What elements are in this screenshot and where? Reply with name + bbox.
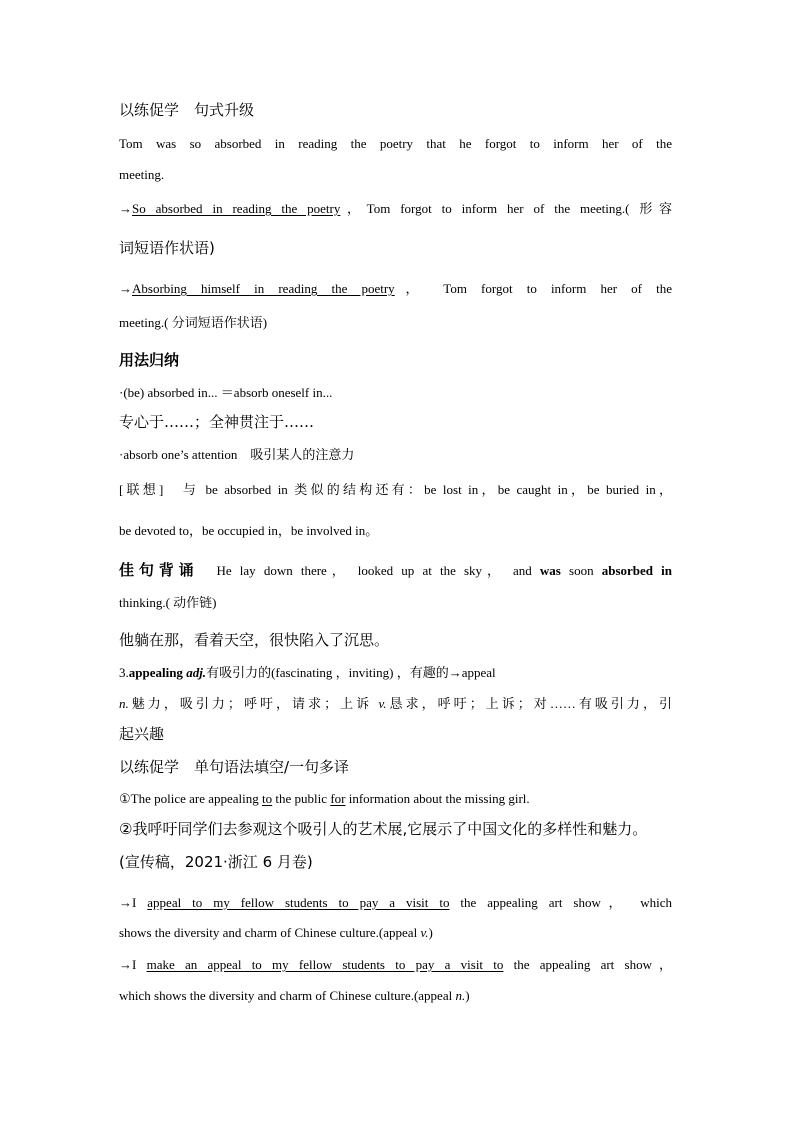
rewrite-2-rest: ， Tom forgot to inform her of the <box>394 281 672 296</box>
noun-definition: 魅力，吸引力；呼吁，请求；上诉 <box>128 696 379 711</box>
practice-heading-2: 以练促学 单句语法填空/一句多译 <box>119 758 350 776</box>
vocab-entry-line-1 <box>119 666 496 679</box>
good-sentence-text: soon <box>560 563 602 578</box>
translation-2-rest: the appealing art show， <box>503 957 672 972</box>
translation-1-line-2 <box>119 926 433 939</box>
usage-item-2: ·absorb one’s attention 吸引某人的注意力 <box>119 447 355 462</box>
bold-phrase: was <box>539 563 561 578</box>
question-1-text: the public <box>272 791 331 806</box>
answer-blank-2: for <box>330 791 346 806</box>
rewrite-1-line-1 <box>119 202 672 215</box>
usage-item-1-meaning: 专心于……；全神贯注于…… <box>119 413 315 431</box>
usage-item-1: ·(be) absorbed in... ＝absorb oneself in... <box>119 385 333 400</box>
answer-blank-1: to <box>262 791 273 806</box>
translation-2-tail: which shows the diversity and charm of Chinese culture.(appeal <box>119 988 456 1003</box>
vocab-number: 3. <box>119 665 129 680</box>
vocab-entry-line-3: 起兴趣 <box>119 725 165 743</box>
pos-tag: n. <box>455 988 466 1003</box>
closing-paren: ) <box>428 925 433 940</box>
translation-2-line-2 <box>119 989 470 1002</box>
good-sentence-label: 佳句背诵 <box>119 561 199 579</box>
vocab-definition: 有吸引力的(fascinating ，inviting) ，有趣的→appeal <box>206 665 496 680</box>
translation-2-answer: make an appeal to my fellow students to pay a visit to <box>146 957 504 972</box>
question-1 <box>119 792 530 805</box>
noun-pos: n. <box>119 696 129 711</box>
arrow-icon: →I <box>119 895 148 910</box>
usage-heading: 用法归纳 <box>119 351 180 369</box>
example-sentence-line-2: meeting. <box>119 167 165 182</box>
question-1-text: ①The police are appealing <box>119 791 263 806</box>
good-sentence-text: He lay down there， looked up at the sky， and <box>198 563 540 578</box>
rewrite-1-line-2: 词短语作状语) <box>119 239 215 257</box>
verb-pos: v. <box>378 696 387 711</box>
good-sentence-line-1 <box>119 563 672 578</box>
rewrite-2-line-1 <box>119 282 672 295</box>
rewrite-2-line-2: meeting.( 分词短语作状语) <box>119 315 268 330</box>
rewrite-1-rest: ，Tom forgot to inform her of the meeting.( 形容 <box>340 201 673 216</box>
closing-paren: ) <box>465 988 470 1003</box>
bold-phrase: absorbed in <box>601 563 672 578</box>
translation-1-tail: shows the diversity and charm of Chinese culture.(appeal <box>119 925 421 940</box>
arrow-icon: → <box>119 281 132 296</box>
question-2-source: (宣传稿，2021·浙江 6 月卷) <box>119 853 313 871</box>
vocab-entry-line-2 <box>119 697 672 710</box>
arrow-icon: → <box>119 201 132 216</box>
association-line-1: [联想] 与 be absorbed in 类似的结构还有：be lost in，be caught in，be buried in， <box>119 482 672 497</box>
practice-heading-1: 以练促学 句式升级 <box>119 101 255 119</box>
translation-2-line-1 <box>119 958 672 971</box>
example-sentence-line-1: Tom was so absorbed in reading the poetry that he forgot to inform her of the <box>119 136 672 151</box>
rewrite-2-answer: Absorbing himself in reading the poetry <box>132 281 395 296</box>
rewrite-1-answer: So absorbed in reading the poetry <box>132 201 341 216</box>
good-sentence-line-2: thinking.( 动作链) <box>119 595 217 610</box>
translation-1-answer: appeal to my fellow students to pay a visit to <box>147 895 450 910</box>
arrow-icon: →I <box>119 957 147 972</box>
question-2-prompt: ②我呼吁同学们去参观这个吸引人的艺术展,它展示了中国文化的多样性和魅力。 <box>119 820 648 838</box>
association-line-2: be devoted to，be occupied in，be involved in。 <box>119 523 379 538</box>
translation-1-line-1 <box>119 896 672 909</box>
vocab-word: appealing <box>128 665 183 680</box>
good-sentence-translation: 他躺在那，看着天空，很快陷入了沉思。 <box>119 631 390 649</box>
pos-tag: v. <box>420 925 429 940</box>
translation-1-rest: the appealing art show， which <box>449 895 672 910</box>
vocab-pos: adj. <box>186 665 207 680</box>
verb-definition: 恳求，呼吁；上诉；对……有吸引力，引 <box>386 696 672 711</box>
question-1-text: information about the missing girl. <box>345 791 530 806</box>
